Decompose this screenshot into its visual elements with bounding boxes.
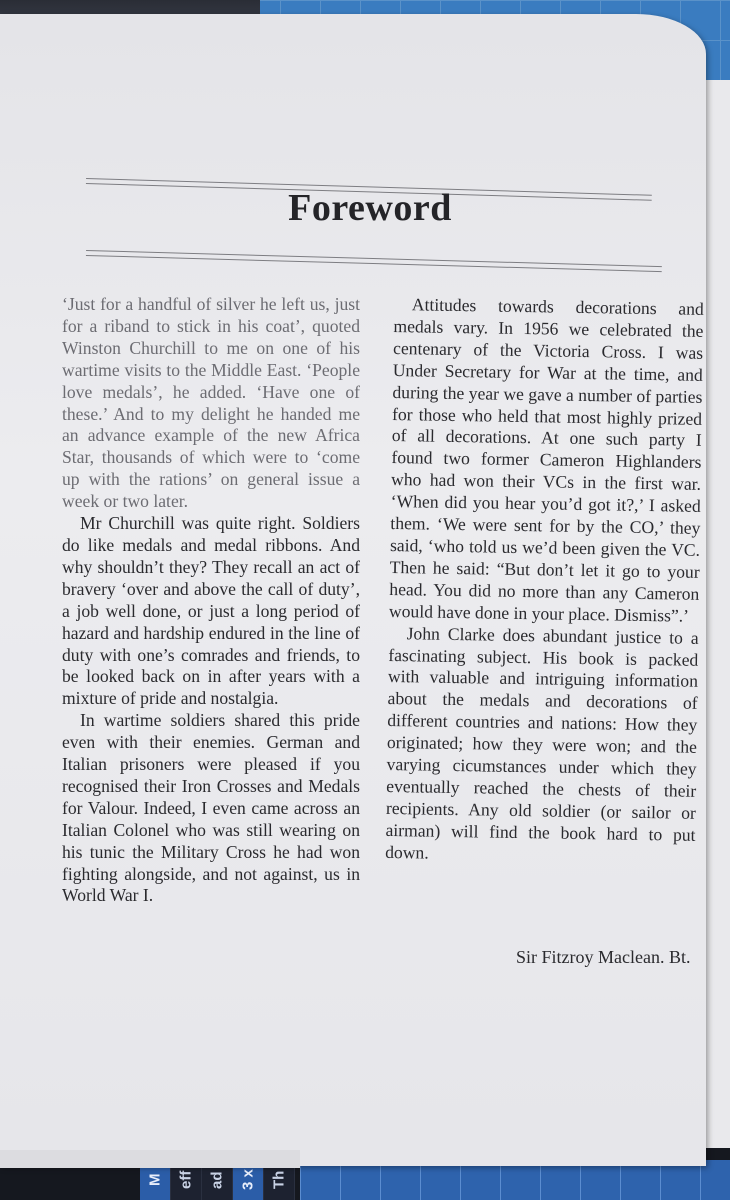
paragraph: Mr Churchill was quite right. Soldiers do like medals and medal ribbons. And why shouldn’t they? They recall an act of bravery ‘over and above the call of duty’, a job well done, or just a long period of hazard and hardship endured in the line of duty with one’s comrades and friends, to be looked back on in after years with a mixture of pride and nostalgia. <box>62 513 360 709</box>
book-spine: eff <box>171 1160 202 1200</box>
signature: Sir Fitzroy Maclean. Bt. <box>516 947 691 967</box>
paragraph: John Clarke does abundant justice to a fascinating subject. His book is packed with valuable and intriguing information about the medals and decorations of different countries and nations: How they originated; how they were won; and the varying cicumstances under which they eventually reached the chests of their recipients. Any old soldier (or sailor or airman) will find the book hard to put down. <box>385 622 699 863</box>
page-title: Foreword <box>288 187 452 229</box>
book-spine: 3 x <box>233 1160 264 1200</box>
ruler-strip <box>300 1160 730 1200</box>
book-spine: Th <box>264 1160 295 1200</box>
book-spine: M <box>140 1160 171 1200</box>
page-underlay <box>0 1150 300 1168</box>
paragraph: Attitudes towards decorations and medals vary. In 1956 we celebrated the centenary of the Victoria Cross. I was Under Secretary for War at the time, and during the year we gave a number of parties for those who held that most highly prized of all decorations. At one such party I found two former Cameron Highlanders who had won their VCs in the first war. ‘When did you hear you’d got it?,’ I asked them. ‘We were sent for by the CO,’ they said, ‘who told us we’d been given the VC. Then he said: “But don’t let it go to your head. You did no more than any Cameron would have done in your place. Dismiss”.’ <box>388 294 704 626</box>
paragraph: ‘Just for a handful of silver he left us, just for a riband to stick in his coat’, quoted Winston Churchill to me on one of his wartime visits to the Middle East. ‘People love medals’, he added. ‘Have one of these.’ And to my delight he handed me an advance example of the new Africa Star, thousands of which were to ‘come up with the rations’ on general issue a week or two later. <box>62 294 360 512</box>
left-column <box>62 294 360 907</box>
paragraph: In wartime soldiers shared this pride even with their enemies. German and Italian prisoners were pleased if you recognised their Iron Crosses and Medals for Valour. Indeed, I even came across an Italian Colonel who was still wearing on his tunic the Military Cross he had won fighting alongside, and not against, us in World War I. <box>62 710 360 906</box>
book-spine: ad <box>202 1160 233 1200</box>
right-column <box>385 294 704 868</box>
